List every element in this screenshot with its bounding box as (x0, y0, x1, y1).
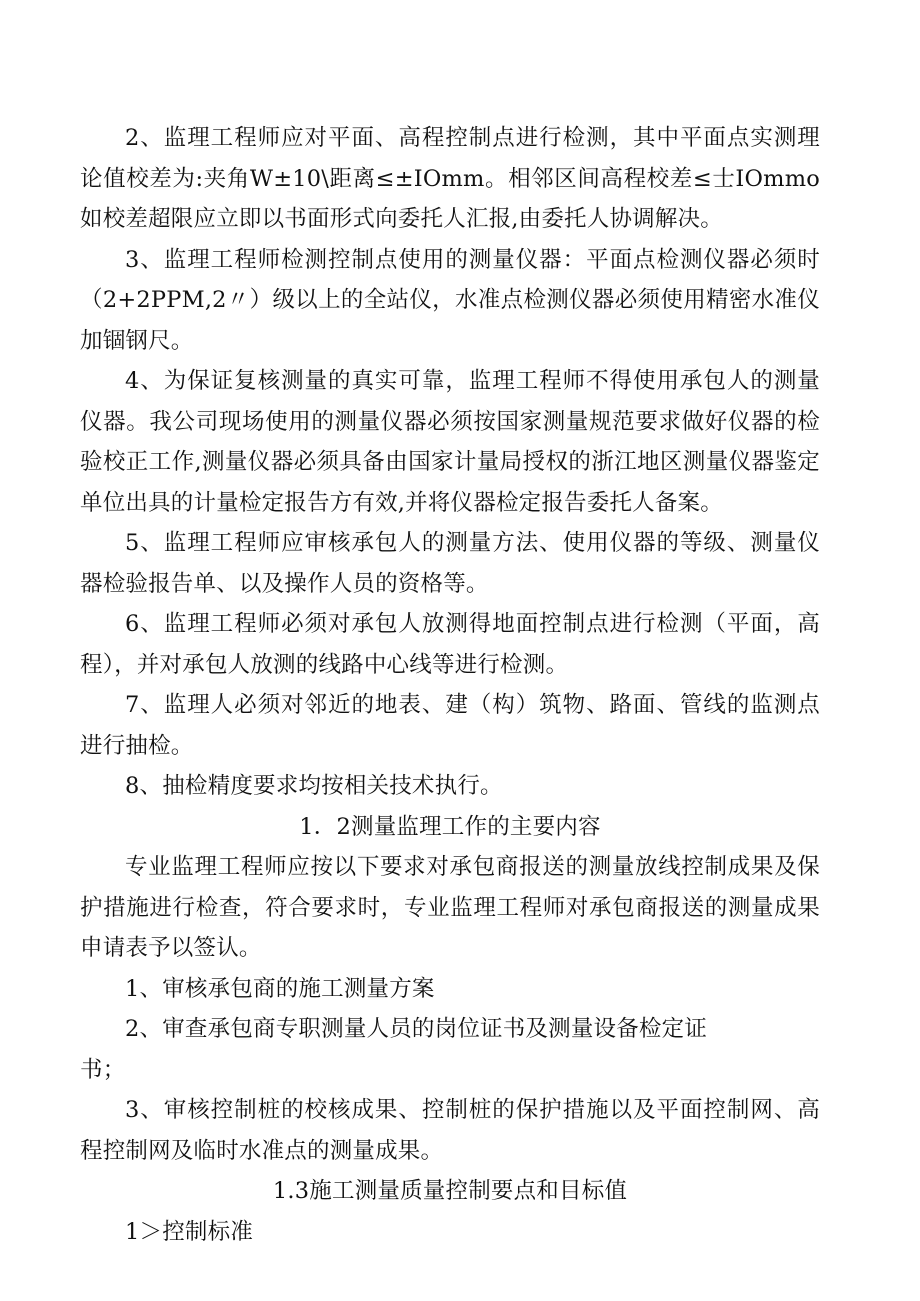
paragraph-6: 6、监理工程师必须对承包人放测得地面控制点进行检测（平面，高程），并对承包人放测的线路中心线等进行检测。 (80, 611, 820, 678)
paragraph-3: 3、监理工程师检测控制点使用的测量仪器：平面点检测仪器必须时（2+2PPM,2〃）级以上的全站仪，水准点检测仪器必须使用精密水准仪加锢钢尺。 (80, 246, 820, 354)
section-heading-1-3: 1.3施工测量质量控制要点和目标值 (272, 1178, 628, 1204)
paragraph-8: 8、抽检精度要求均按相关技术执行。 (125, 773, 503, 799)
paragraph-5: 5、监理工程师应审核承包人的测量方法、使用仪器的等级、测量仪器检验报告单、以及操作人员的资格等。 (80, 530, 820, 597)
paragraph-7: 7、监理人必须对邻近的地表、建（构）筑物、路面、管线的监测点进行抽检。 (80, 692, 820, 759)
section-1-2-intro: 专业监理工程师应按以下要求对承包商报送的测量放线控制成果及保护措施进行检查，符合要求时，专业监理工程师对承包商报送的测量成果申请表予以签认。 (80, 854, 820, 961)
section-1-2-item-2: 2、审查承包商专职测量人员的岗位证书及测量设备检定证 (125, 1016, 708, 1042)
section-heading-1-2: 1．2测量监理工作的主要内容 (299, 813, 601, 840)
document-body (80, 118, 820, 1252)
section-1-2-item-3: 3、审核控制桩的校核成果、控制桩的保护措施以及平面控制网、高程控制网及临时水准点的测量成果。 (80, 1097, 820, 1164)
paragraph-4: 4、为保证复核测量的真实可靠，监理工程师不得使用承包人的测量仪器。我公司现场使用的测量仪器必须按国家测量规范要求做好仪器的检验校正工作,测量仪器必须具备由国家计量局授权的浙江地区测量仪器鉴定单位出具的计量检定报告方有效,并将仪器检定报告委托人备案。 (80, 368, 820, 516)
section-1-2-item-1: 1、审核承包商的施工测量方案 (125, 975, 435, 1002)
paragraph-2: 2、监理工程师应对平面、高程控制点进行检测，其中平面点实测理论值校差为:夹角W±10\距离≤±IOmm。相邻区间高程校差≤士IOmmo如校差超限应立即以书面形式向委托人汇报,由委托人协调解决。 (80, 125, 820, 232)
section-1-2-item-2-continued: 书； (80, 1056, 126, 1083)
section-1-3-item-1: 1＞控制标准 (125, 1218, 254, 1245)
